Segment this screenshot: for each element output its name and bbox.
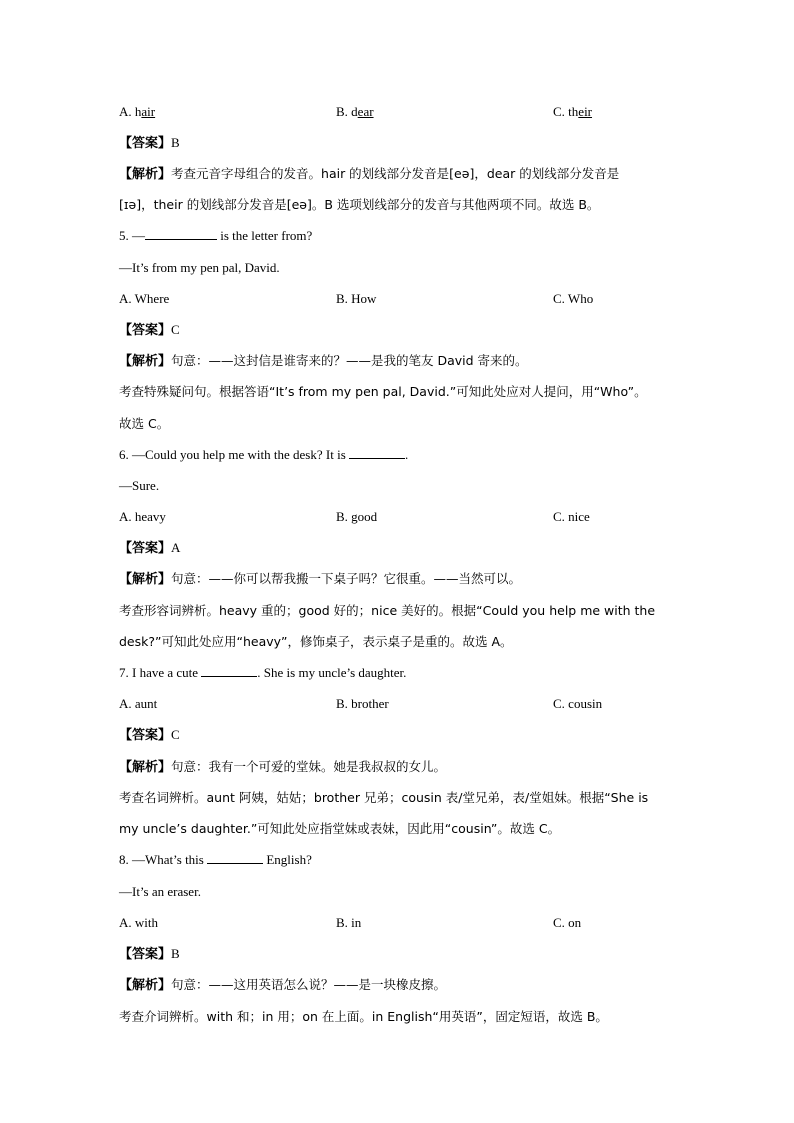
q4-option-b: B. dear <box>336 104 374 119</box>
q8-stem: 8. —What’s this English? <box>119 852 312 867</box>
q6-blank <box>349 447 405 459</box>
q5-blank <box>145 228 217 240</box>
q6-explanation-line-1: 【解析】句意：——你可以帮我搬一下桌子吗？它很重。——当然可以。 <box>119 571 522 587</box>
q7-explanation-line-2: 考查名词辨析。aunt 阿姨，姑姑；brother 兄弟；cousin 表/堂兄弟，表/堂姐妹。根据“She is <box>119 790 649 805</box>
q4-explanation-line-1: 【解析】考查元音字母组合的发音。hair 的划线部分发音是[eə]，dear 的划线部分发音是 <box>119 166 620 182</box>
q6-option-b: B. good <box>336 509 378 524</box>
q7-answer: 【答案】C <box>119 727 180 743</box>
q5-option-a: A. Where <box>119 291 170 306</box>
q6-option-a: A. heavy <box>119 509 166 524</box>
q6-option-c: C. nice <box>553 509 590 524</box>
q5-explanation-line-3: 故选 C。 <box>119 416 170 431</box>
q8-blank <box>207 852 263 864</box>
q5-option-b: B. How <box>336 291 377 306</box>
q7-blank <box>201 665 257 677</box>
q4-option-c: C. their <box>553 104 593 119</box>
q7-option-c: C. cousin <box>553 696 603 711</box>
q5-option-c: C. Who <box>553 291 594 306</box>
q7-option-b: B. brother <box>336 696 389 711</box>
q8-explanation-line-2: 考查介词辨析。with 和；in 用；on 在上面。in English“用英语”，固定短语，故选 B。 <box>119 1009 608 1024</box>
q4-explanation-line-2: [ɪə]，their 的划线部分发音是[eə]。B 选项划线部分的发音与其他两项不同。故选 B。 <box>119 197 600 212</box>
q5-explanation-line-2: 考查特殊疑问句。根据答语“It’s from my pen pal, David.”可知此处应对人提问，用“Who”。 <box>119 384 647 399</box>
q6-reply: —Sure. <box>119 478 160 493</box>
q7-explanation-line-3: my uncle’s daughter.”可知此处应指堂妹或表妹，因此用“cousin”。故选 C。 <box>119 821 561 836</box>
q6-explanation-line-3: desk?”可知此处应用“heavy”，修饰桌子，表示桌子是重的。故选 A。 <box>119 634 513 649</box>
q5-answer: 【答案】C <box>119 322 180 338</box>
q5-stem: 5. — is the letter from? <box>119 228 313 243</box>
q8-reply: —It’s an eraser. <box>119 884 201 899</box>
q8-option-a: A. with <box>119 915 158 930</box>
q7-option-a: A. aunt <box>119 696 158 711</box>
q8-explanation-line-1: 【解析】句意：——这用英语怎么说？——是一块橡皮擦。 <box>119 977 447 993</box>
q6-explanation-line-2: 考查形容词辨析。heavy 重的；good 好的；nice 美好的。根据“Could you help me with the <box>119 603 656 618</box>
q4-answer: 【答案】B <box>119 135 180 151</box>
q7-stem: 7. I have a cute . She is my uncle’s daughter. <box>119 665 407 680</box>
q6-stem: 6. —Could you help me with the desk? It is . <box>119 447 409 462</box>
q4-option-a: A. hair <box>119 104 156 119</box>
q7-explanation-line-1: 【解析】句意：我有一个可爱的堂妹。她是我叔叔的女儿。 <box>119 759 447 775</box>
q8-option-b: B. in <box>336 915 362 930</box>
q5-reply: —It’s from my pen pal, David. <box>119 260 280 275</box>
q5-explanation-line-1: 【解析】句意：——这封信是谁寄来的？——是我的笔友 David 寄来的。 <box>119 353 528 369</box>
q6-answer: 【答案】A <box>119 540 181 556</box>
q8-answer: 【答案】B <box>119 946 180 962</box>
q8-option-c: C. on <box>553 915 582 930</box>
